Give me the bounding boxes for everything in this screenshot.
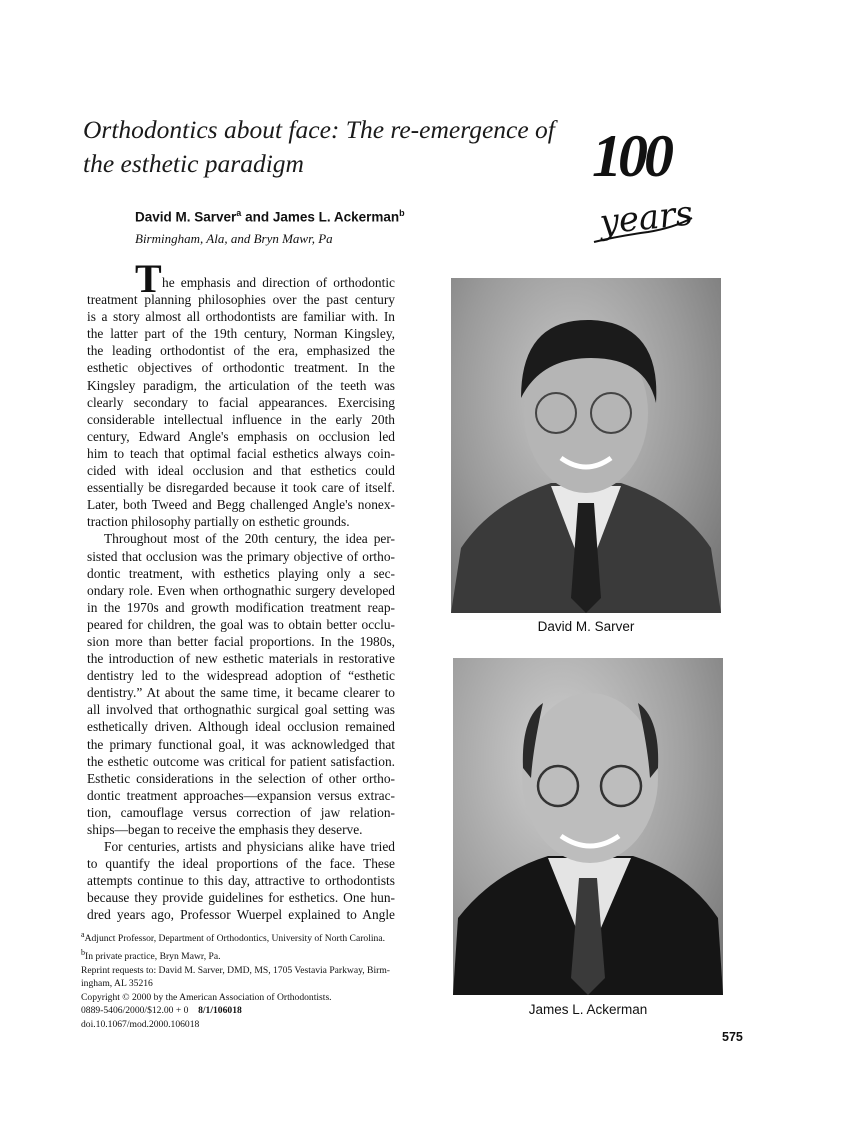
- reprint-request: Reprint requests to: David M. Sarver, DMD, MS, 1705 Vestavia Parkway, Birm-: [81, 964, 390, 976]
- text-line: traction philosophy partially on esthetic grounds.: [87, 514, 350, 530]
- reprint-request-cont: ingham, AL 35216: [81, 978, 153, 990]
- paragraph: [87, 838, 395, 923]
- text-line: he emphasis and direction of orthodontic: [162, 275, 395, 290]
- text-line: For centuries, artists and physicians alike have tried: [104, 839, 395, 855]
- author-photo-ackerman: [453, 658, 723, 995]
- doi: doi.10.1067/mod.2000.106018: [81, 1018, 200, 1030]
- text-line: Later, both Tweed and Begg challenged Angle's nonex-: [87, 497, 395, 513]
- text-line: essentially be disregarded because it took care of itself.: [87, 480, 395, 496]
- issn-line: [81, 1004, 411, 1018]
- text-line: dred years ago, Professor Wuerpel explained to Angle: [87, 907, 395, 923]
- text-line: century, Edward Angle's emphasis on occlusion led: [87, 428, 395, 444]
- text-line: the latter part of the 19th century, Norman Kingsley,: [87, 326, 395, 342]
- text-line: all involved that orthognathic surgical goal setting was: [87, 702, 395, 718]
- text-line: esthetically driven. Although ideal occlusion remained: [87, 719, 395, 735]
- paragraph: [87, 530, 395, 838]
- svg-text:100: 100: [592, 123, 670, 189]
- title-line: Orthodontics about face: The re-emergence of: [83, 115, 555, 144]
- text-line: the leading orthodontist of the era, emphasized the: [87, 343, 395, 359]
- text-line: because they provide guidelines for esthetics. One hun-: [87, 890, 395, 906]
- text-line: cided with ideal occlusion and that esthetics could: [87, 463, 395, 479]
- text-line: sion more than better facial proportions. In the 1980s,: [87, 633, 395, 649]
- text-line: dentistry led to the widespread adoption of “esthetic: [87, 668, 395, 684]
- text-line: ships—began to receive the emphasis they deserve.: [87, 822, 363, 837]
- svg-text:years: years: [597, 193, 695, 243]
- portrait-image: [451, 278, 721, 613]
- author-photo-sarver: [451, 278, 721, 613]
- author-join: and: [241, 209, 273, 225]
- portrait-image: [453, 658, 723, 995]
- text-line: ondary role. Even when orthognathic surgery developed: [87, 582, 395, 598]
- text-line: dentistry.” At about the same time, it became clearer to: [87, 685, 395, 701]
- affiliation-marker: a: [236, 208, 242, 218]
- text-line: the introduction of new esthetic materials in restorative: [87, 651, 395, 667]
- text-line: tion, camouflage versus correction of jaw relation-: [87, 804, 395, 820]
- paragraph: [87, 256, 395, 530]
- footnotes: [81, 928, 411, 1032]
- text-line: dontic treatment, with esthetics playing only a sec-: [87, 565, 395, 581]
- article-title: [83, 113, 555, 181]
- footnote-marker: a: [81, 930, 85, 939]
- text-line: Esthetic considerations in the selection of other ortho-: [87, 770, 395, 786]
- footnote-text: Adjunct Professor, Department of Orthodontics, University of North Carolina.: [84, 933, 385, 945]
- drop-cap: T: [135, 256, 162, 301]
- affiliation: Birmingham, Ala, and Bryn Mawr, Pa: [135, 231, 333, 246]
- text-line: clearly secondary to facial appearances. Exercising: [87, 394, 395, 410]
- text-line: dontic treatment approaches—expansion versus extrac-: [87, 787, 395, 803]
- centennial-100-years-logo: [588, 118, 700, 248]
- text-line: treatment planning philosophies over the past century: [87, 292, 395, 308]
- text-line: esthetic objectives of orthodontic treatment. In the: [87, 360, 395, 376]
- page-number: 575: [722, 1030, 743, 1044]
- text-line: peared for children, the goal was to obtain better occlu-: [87, 616, 395, 632]
- affiliation-marker: b: [399, 208, 405, 218]
- photo-caption: James L. Ackerman: [528, 1002, 648, 1017]
- text-line: Throughout most of the 20th century, the idea per-: [104, 531, 395, 547]
- footnote-a: [81, 928, 411, 946]
- footnote-text: In private practice, Bryn Mawr, Pa.: [85, 950, 221, 962]
- title-line: the esthetic paradigm: [83, 149, 304, 178]
- text-line: to quantify the ideal proportions of the face. These: [87, 856, 395, 872]
- issn: 0889-5406/2000/$12.00 + 0: [81, 1005, 189, 1017]
- author-name: David M. Sarver: [135, 209, 237, 225]
- text-line: considerable intellectual influence in the early 20th: [87, 411, 395, 427]
- article-code: 8/1/106018: [198, 1005, 242, 1017]
- authors: [135, 208, 405, 225]
- text-line: sisted that occlusion was the primary objective of ortho-: [87, 548, 395, 564]
- article-body: [87, 256, 395, 924]
- footnote-marker: b: [81, 947, 85, 957]
- text-line: in the 1970s and growth modification treatment reap-: [87, 599, 395, 615]
- author-name: James L. Ackerman: [272, 209, 400, 225]
- text-line: the esthetic outcome was critical for patient satisfaction.: [87, 753, 395, 769]
- text-line: attempts continue to this day, attractive to orthodontists: [87, 873, 395, 889]
- text-line: is a story almost all orthodontists are familiar with. In: [87, 309, 395, 325]
- text-line: him to teach that optimal facial esthetics always coin-: [87, 445, 395, 461]
- copyright: Copyright © 2000 by the American Association of Orthodontists.: [81, 991, 332, 1003]
- text-line: Kingsley paradigm, the articulation of the teeth was: [87, 377, 395, 393]
- footnote-b: [81, 946, 411, 964]
- text-line: the primary functional goal, it was acknowledged that: [87, 736, 395, 752]
- photo-caption: David M. Sarver: [537, 619, 635, 634]
